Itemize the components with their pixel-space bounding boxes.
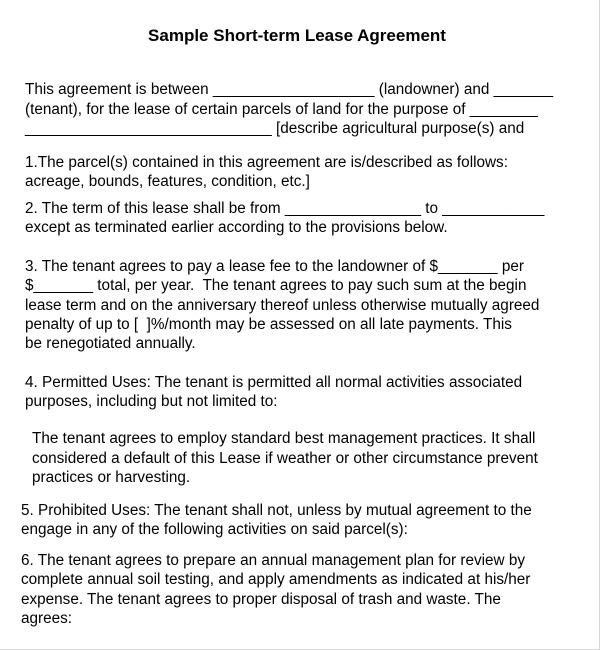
agreement-line: _____________________________ [describe agricultural purpose(s) and: [25, 120, 525, 137]
clause-1-line: acreage, bounds, features, condition, etc.]: [25, 173, 310, 190]
clause-4-indented-line: The tenant agrees to employ standard best management practices. It shall: [32, 430, 536, 447]
clause-4-line: 4. Permitted Uses: The tenant is permitted all normal activities associated: [25, 374, 523, 391]
clause-5-line: 5. Prohibited Uses: The tenant shall not, unless by mutual agreement to the: [21, 502, 532, 519]
clause-3-line: $_______ total, per year. The tenant agrees to pay such sum at the begin: [25, 277, 527, 294]
clause-4-line: purposes, including but not limited to:: [25, 393, 278, 410]
clause-3-line: penalty of up to [ ]%/month may be assessed on all late payments. This: [25, 316, 512, 333]
clause-4-indented-line: practices or harvesting.: [32, 469, 191, 486]
clause-3-line: lease term and on the anniversary thereof unless otherwise mutually agreed: [25, 297, 540, 314]
agreement-line: (tenant), for the lease of certain parcels of land for the purpose of ________: [25, 101, 538, 118]
document-title: Sample Short-term Lease Agreement: [148, 26, 446, 45]
clause-2-line: except as terminated earlier according to the provisions below.: [25, 219, 448, 236]
clause-6-line: complete annual soil testing, and apply amendments as indicated at his/her: [21, 571, 531, 588]
clause-6-line: 6. The tenant agrees to prepare an annual management plan for review by: [21, 552, 525, 569]
clause-2-line: 2. The term of this lease shall be from ________________ to ____________: [25, 200, 545, 217]
clause-4-indented-line: considered a default of this Lease if weather or other circumstance prevent: [32, 450, 538, 467]
clause-5-line: engage in any of the following activities on said parcel(s):: [21, 521, 408, 538]
clause-6-line: agrees:: [21, 610, 73, 627]
clause-6-line: expense. The tenant agrees to proper disposal of trash and waste. The: [21, 591, 501, 608]
agreement-line: This agreement is between ___________________ (landowner) and _______: [25, 81, 554, 98]
clause-3-line: 3. The tenant agrees to pay a lease fee to the landowner of $_______ per: [25, 258, 524, 275]
clause-3-line: be renegotiated annually.: [25, 335, 196, 352]
clause-1-line: 1.The parcel(s) contained in this agreement are is/described as follows:: [25, 154, 508, 171]
